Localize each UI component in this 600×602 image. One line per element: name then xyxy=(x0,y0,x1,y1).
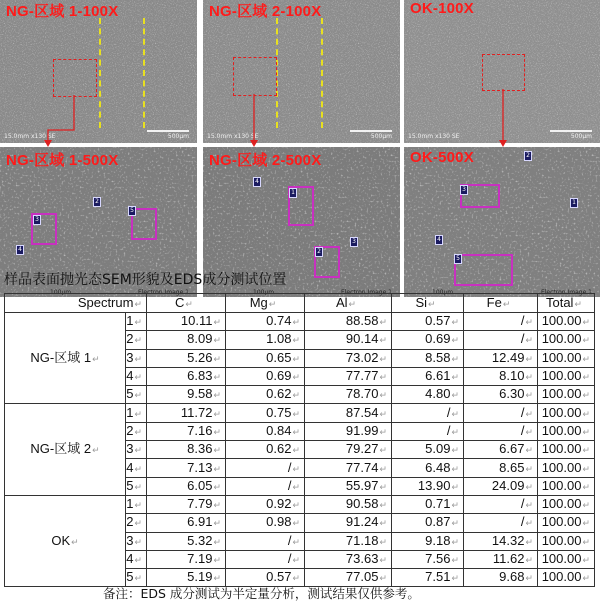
panel-label: OK-100X xyxy=(410,0,474,17)
spectrum-marker: 3 xyxy=(460,185,468,195)
panel-label: NG-区域 1-100X xyxy=(6,3,119,20)
header-si: Si↵ xyxy=(392,294,464,313)
eds-table xyxy=(4,293,595,587)
table-row xyxy=(5,404,595,422)
value-cell: 9.68↵ xyxy=(464,569,538,587)
spectrum-marker: 2 xyxy=(315,247,323,257)
header-total: Total↵ xyxy=(538,294,595,313)
value-cell: 8.65↵ xyxy=(464,459,538,477)
spectrum-box xyxy=(454,254,513,286)
scale-text: 100μm xyxy=(50,289,72,296)
value-cell: 14.32↵ xyxy=(464,532,538,550)
value-cell: 8.09↵ xyxy=(147,331,226,349)
table-header-row xyxy=(5,294,595,313)
image-label: Electron Image 1 xyxy=(340,289,392,296)
value-cell: 100.00↵ xyxy=(538,550,595,568)
value-cell: 7.19↵ xyxy=(147,550,226,568)
value-cell: 6.61↵ xyxy=(392,367,464,385)
value-cell: 6.05↵ xyxy=(147,477,226,495)
value-cell: 78.70↵ xyxy=(305,386,392,404)
value-cell: 0.98↵ xyxy=(226,514,305,532)
scale-text: 15.0mm x130 SE xyxy=(4,133,56,140)
value-cell: 100.00↵ xyxy=(538,404,595,422)
value-cell: /↵ xyxy=(392,404,464,422)
value-cell: 87.54↵ xyxy=(305,404,392,422)
spectrum-marker: 2 xyxy=(524,151,532,161)
spectrum-marker: 4 xyxy=(16,245,24,255)
spectrum-marker: 4 xyxy=(435,235,443,245)
figure-caption: 样品表面抛光态SEM形貌及EDS成分测试位置 xyxy=(4,272,287,288)
value-cell: 100.00↵ xyxy=(538,532,595,550)
value-cell: /↵ xyxy=(464,422,538,440)
value-cell: 7.56↵ xyxy=(392,550,464,568)
spectrum-number-cell: 5↵ xyxy=(126,477,147,495)
value-cell: 1.08↵ xyxy=(226,331,305,349)
value-cell: 0.74↵ xyxy=(226,313,305,331)
zoom-region-box xyxy=(233,57,277,96)
value-cell: /↵ xyxy=(392,422,464,440)
value-cell: 0.65↵ xyxy=(226,349,305,367)
scale-text: 15.0mm x130 SE xyxy=(408,133,460,140)
header-al: Al↵ xyxy=(305,294,392,313)
value-cell: /↵ xyxy=(464,331,538,349)
spectrum-number-cell: 4↵ xyxy=(126,367,147,385)
value-cell: 100.00↵ xyxy=(538,459,595,477)
value-cell: 13.90↵ xyxy=(392,477,464,495)
value-cell: 90.14↵ xyxy=(305,331,392,349)
scale-bar-label: 500μm xyxy=(167,133,189,140)
value-cell: 100.00↵ xyxy=(538,422,595,440)
value-cell: 0.92↵ xyxy=(226,495,305,513)
value-cell: 100.00↵ xyxy=(538,477,595,495)
value-cell: 100.00↵ xyxy=(538,349,595,367)
spectrum-marker: 2 xyxy=(93,197,101,207)
value-cell: 77.05↵ xyxy=(305,569,392,587)
spectrum-number-cell: 2↵ xyxy=(126,514,147,532)
value-cell: 91.24↵ xyxy=(305,514,392,532)
table-row xyxy=(5,313,595,331)
value-cell: /↵ xyxy=(226,550,305,568)
value-cell: 100.00↵ xyxy=(538,441,595,459)
value-cell: 8.36↵ xyxy=(147,441,226,459)
value-cell: 7.79↵ xyxy=(147,495,226,513)
spectrum-number-cell: 5↵ xyxy=(126,569,147,587)
value-cell: 73.02↵ xyxy=(305,349,392,367)
panel-label: NG-区域 2-500X xyxy=(209,152,322,169)
spectrum-marker: 1 xyxy=(570,198,578,208)
scale-bar-label: 500μm xyxy=(570,133,592,140)
value-cell: 12.49↵ xyxy=(464,349,538,367)
spectrum-marker: 3 xyxy=(33,215,41,225)
value-cell: /↵ xyxy=(464,313,538,331)
value-cell: /↵ xyxy=(226,459,305,477)
value-cell: 73.63↵ xyxy=(305,550,392,568)
value-cell: 5.32↵ xyxy=(147,532,226,550)
value-cell: /↵ xyxy=(464,495,538,513)
value-cell: 0.69↵ xyxy=(392,331,464,349)
header-fe: Fe↵ xyxy=(464,294,538,313)
value-cell: 77.77↵ xyxy=(305,367,392,385)
value-cell: 5.19↵ xyxy=(147,569,226,587)
sem-panel-ok-500x xyxy=(404,147,600,297)
footnote: 备注：EDS 成分测试为半定量分析，测试结果仅供参考。 xyxy=(103,586,420,601)
spectrum-marker: 3 xyxy=(350,237,358,247)
value-cell: 7.16↵ xyxy=(147,422,226,440)
eds-table-body xyxy=(5,313,595,587)
spectrum-number-cell: 4↵ xyxy=(126,550,147,568)
value-cell: 0.57↵ xyxy=(226,569,305,587)
spectrum-number-cell: 3↵ xyxy=(126,441,147,459)
value-cell: 9.18↵ xyxy=(392,532,464,550)
sem-panel-ng2-100x xyxy=(203,0,400,143)
value-cell: 8.58↵ xyxy=(392,349,464,367)
value-cell: 10.11↵ xyxy=(147,313,226,331)
value-cell: 5.26↵ xyxy=(147,349,226,367)
header-mg: Mg↵ xyxy=(226,294,305,313)
value-cell: 6.91↵ xyxy=(147,514,226,532)
scale-text: 100μm xyxy=(432,289,454,296)
scale-text: 15.0mm x130 SE xyxy=(207,133,259,140)
value-cell: 0.62↵ xyxy=(226,386,305,404)
spectrum-number-cell: 4↵ xyxy=(126,459,147,477)
image-label: Electron Image 1 xyxy=(540,289,592,296)
value-cell: 100.00↵ xyxy=(538,331,595,349)
value-cell: 91.99↵ xyxy=(305,422,392,440)
spectrum-number-cell: 3↵ xyxy=(126,532,147,550)
value-cell: 7.13↵ xyxy=(147,459,226,477)
value-cell: 0.84↵ xyxy=(226,422,305,440)
value-cell: 79.27↵ xyxy=(305,441,392,459)
value-cell: 0.62↵ xyxy=(226,441,305,459)
group-label: NG-区域 1↵ xyxy=(5,313,126,404)
value-cell: 90.58↵ xyxy=(305,495,392,513)
value-cell: 6.48↵ xyxy=(392,459,464,477)
spectrum-number-cell: 1↵ xyxy=(126,313,147,331)
value-cell: 11.72↵ xyxy=(147,404,226,422)
value-cell: /↵ xyxy=(226,477,305,495)
image-label: Electron Image 1 xyxy=(137,289,189,296)
value-cell: 0.71↵ xyxy=(392,495,464,513)
table-row xyxy=(5,495,595,513)
value-cell: /↵ xyxy=(226,532,305,550)
spectrum-number-cell: 1↵ xyxy=(126,495,147,513)
spectrum-number-cell: 1↵ xyxy=(126,404,147,422)
spectrum-marker: 1 xyxy=(289,188,297,198)
header-spectrum: Spectrum↵ xyxy=(5,294,147,313)
value-cell: 24.09↵ xyxy=(464,477,538,495)
value-cell: 0.57↵ xyxy=(392,313,464,331)
value-cell: 7.51↵ xyxy=(392,569,464,587)
panel-label: OK-500X xyxy=(410,149,474,166)
scale-bar-label: 500μm xyxy=(370,133,392,140)
zoom-region-box xyxy=(482,54,525,91)
value-cell: 100.00↵ xyxy=(538,386,595,404)
value-cell: 100.00↵ xyxy=(538,367,595,385)
value-cell: 71.18↵ xyxy=(305,532,392,550)
value-cell: 0.87↵ xyxy=(392,514,464,532)
value-cell: /↵ xyxy=(464,404,538,422)
header-c: C↵ xyxy=(147,294,226,313)
value-cell: 100.00↵ xyxy=(538,514,595,532)
value-cell: 6.67↵ xyxy=(464,441,538,459)
spectrum-marker: 5 xyxy=(128,206,136,216)
panel-label: NG-区域 1-500X xyxy=(6,152,119,169)
value-cell: 0.75↵ xyxy=(226,404,305,422)
value-cell: 5.09↵ xyxy=(392,441,464,459)
spectrum-number-cell: 5↵ xyxy=(126,386,147,404)
value-cell: 55.97↵ xyxy=(305,477,392,495)
value-cell: 9.58↵ xyxy=(147,386,226,404)
value-cell: 88.58↵ xyxy=(305,313,392,331)
group-label: OK↵ xyxy=(5,495,126,586)
spectrum-number-cell: 2↵ xyxy=(126,331,147,349)
spectrum-number-cell: 3↵ xyxy=(126,349,147,367)
value-cell: /↵ xyxy=(464,514,538,532)
sem-panel-ng1-100x xyxy=(0,0,197,143)
value-cell: 6.30↵ xyxy=(464,386,538,404)
sem-panel-ok-100x xyxy=(404,0,600,143)
value-cell: 4.80↵ xyxy=(392,386,464,404)
value-cell: 6.83↵ xyxy=(147,367,226,385)
value-cell: 100.00↵ xyxy=(538,313,595,331)
value-cell: 100.00↵ xyxy=(538,569,595,587)
spectrum-marker: 5 xyxy=(454,254,462,264)
zoom-region-box xyxy=(53,59,97,97)
group-label: NG-区域 2↵ xyxy=(5,404,126,495)
spectrum-number-cell: 2↵ xyxy=(126,422,147,440)
value-cell: 0.69↵ xyxy=(226,367,305,385)
value-cell: 100.00↵ xyxy=(538,495,595,513)
value-cell: 11.62↵ xyxy=(464,550,538,568)
scale-text: 100μm xyxy=(253,289,275,296)
panel-label: NG-区域 2-100X xyxy=(209,3,322,20)
spectrum-marker: 4 xyxy=(253,177,261,187)
value-cell: 8.10↵ xyxy=(464,367,538,385)
value-cell: 77.74↵ xyxy=(305,459,392,477)
